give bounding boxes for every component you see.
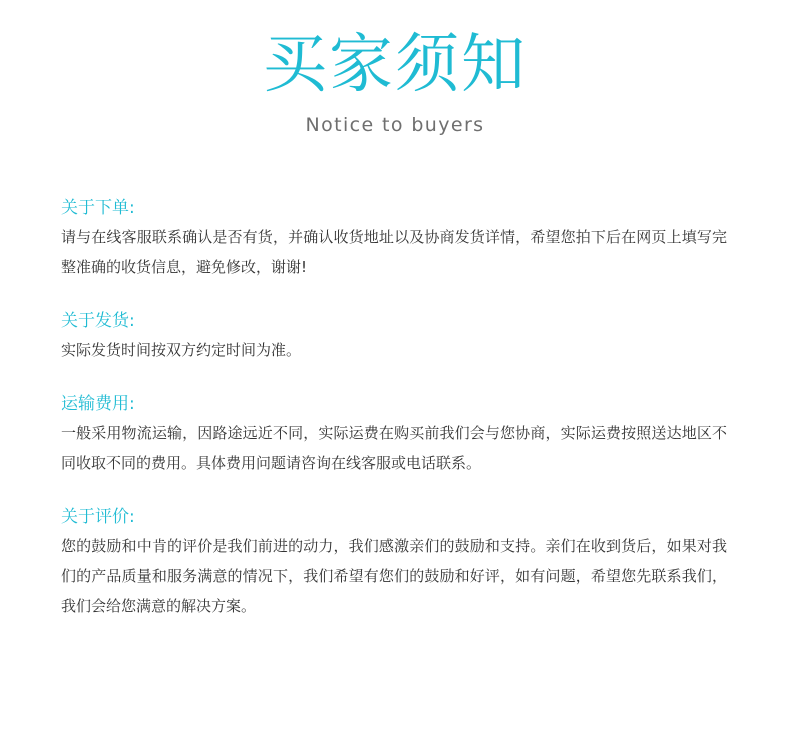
section-title-shipping: 关于发货: [61, 311, 135, 331]
section-body-ordering: 请与在线客服联系确认是否有货，并确认收货地址以及协商发货详情，希望您拍下后在网页上填写完整准确的收货信息，避免修改，谢谢! [61, 228, 727, 276]
section-title-reviews: 关于评价: [61, 507, 135, 527]
page-title: 买家须知 [263, 28, 527, 102]
page-header [0, 22, 790, 138]
section-body-shipping: 实际发货时间按双方约定时间为准。 [61, 341, 302, 359]
page-subtitle: Notice to buyers [305, 114, 485, 136]
notice-content [61, 196, 727, 648]
section-title-freight: 运输费用: [61, 394, 135, 414]
section-reviews [61, 505, 727, 621]
section-freight [61, 392, 727, 478]
section-body-reviews: 您的鼓励和中肯的评价是我们前进的动力，我们感激亲们的鼓励和支持。亲们在收到货后，如果对我们的产品质量和服务满意的情况下，我们希望有您们的鼓励和好评，如有问题，希望您先联系我们，我们会给您满意的解决方案。 [61, 537, 727, 615]
section-ordering [61, 196, 727, 282]
section-title-ordering: 关于下单: [61, 198, 135, 218]
section-body-freight: 一般采用物流运输，因路途远近不同，实际运费在购买前我们会与您协商，实际运费按照送达地区不同收取不同的费用。具体费用问题请咨询在线客服或电话联系。 [61, 424, 727, 472]
section-shipping [61, 309, 727, 365]
